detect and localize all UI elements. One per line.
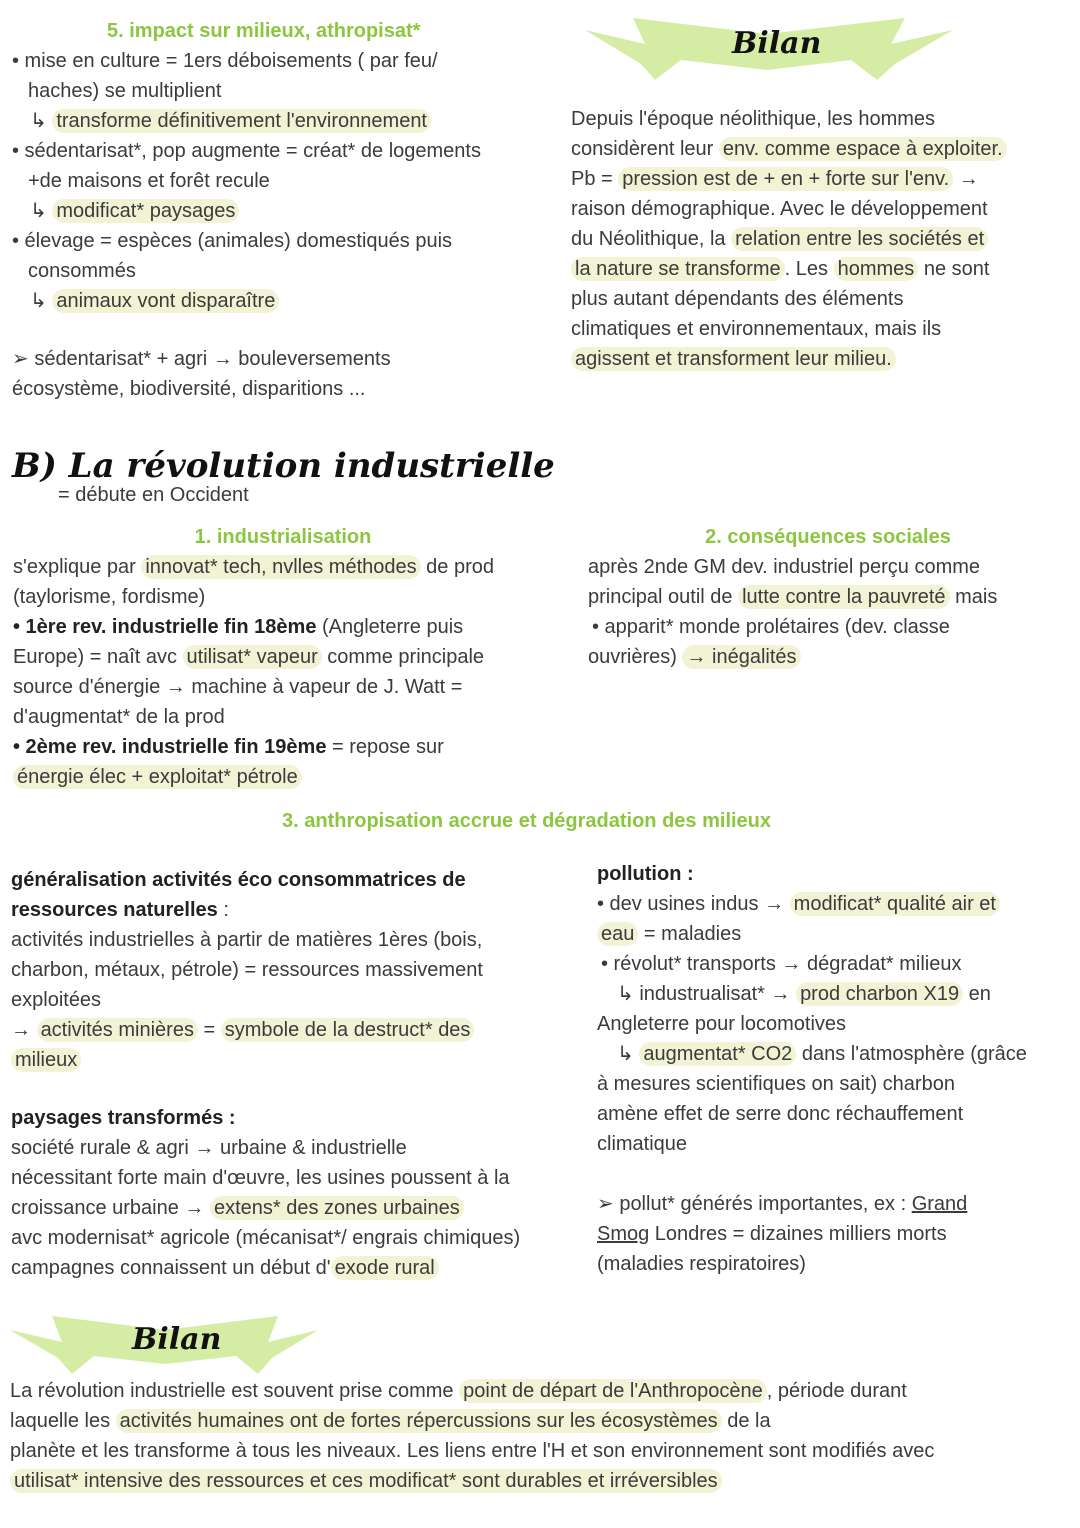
highlight: innovat* tech, nvlles méthodes: [141, 555, 420, 579]
text-line: Europe) = naît avc utilisat* vapeur comme principale: [13, 646, 485, 668]
highlight: modificat* qualité air et: [790, 892, 1000, 916]
text-line: ↳ industrualisat* → prod charbon X19 en: [617, 983, 991, 1005]
highlight: milieux: [11, 1048, 81, 1072]
text-line: climatiques et environnementaux, mais ils: [571, 318, 942, 340]
subheading: ressources naturelles :: [11, 899, 229, 921]
highlight: utilisat* intensive des ressources et ces modificat* sont durables et irréversibles: [10, 1469, 722, 1493]
highlight: env. comme espace à exploiter.: [719, 137, 1007, 161]
text-line: (maladies respiratoires): [597, 1253, 806, 1275]
highlight: → inégalités: [682, 645, 800, 669]
text-line: la nature se transforme . Les hommes ne sont: [571, 254, 1066, 284]
highlight: lutte contre la pauvreté: [738, 585, 949, 609]
text-line: La révolution industrielle est souvent prise comme point de départ de l'Anthropocène , période durant: [10, 1380, 907, 1402]
highlight: la nature se transforme: [571, 257, 785, 281]
highlight: hommes: [834, 257, 919, 281]
text-line: ↳ augmentat* CO2 dans l'atmosphère (grâce: [617, 1043, 1027, 1065]
text-line: Smog Londres = dizaines milliers morts: [597, 1223, 947, 1245]
highlight: exode rural: [331, 1256, 439, 1280]
text-line: d'augmentat* de la prod: [13, 706, 225, 728]
section-5-title: 5. impact sur milieux, athropisat*: [107, 20, 421, 42]
text-line: amène effet de serre donc réchauffement: [597, 1103, 964, 1125]
text-line: ➢ pollut* générés importantes, ex : Grand: [597, 1193, 968, 1215]
bilan-1-text: [571, 104, 1066, 374]
section-1: [13, 522, 573, 792]
text-line: ↳ animaux vont disparaître: [12, 286, 572, 316]
text-line: plus autant dépendants des éléments: [571, 288, 904, 310]
section-b-title: B) La révolution industrielle: [12, 446, 555, 486]
text-line: • 2ème rev. industrielle fin 19ème = repose sur: [13, 736, 444, 758]
bilan-label-top: Bilan: [732, 26, 822, 61]
text-line: considèrent leur env. comme espace à exploiter.: [571, 134, 1066, 164]
text-line: [10, 1466, 1072, 1496]
text-line: écosystème, biodiversité, disparitions ...: [12, 378, 366, 400]
highlight: symbole de la destruct* des: [221, 1018, 475, 1042]
subheading: généralisation activités éco consommatrices de: [11, 869, 466, 891]
text-line: exploitées: [11, 989, 102, 1011]
text-line: (taylorisme, fordisme): [13, 586, 206, 608]
highlight: animaux vont disparaître: [52, 289, 279, 313]
highlight: point de départ de l'Anthropocène: [459, 1379, 767, 1403]
text-line: nécessitant forte main d'œuvre, les usines poussent à la: [11, 1167, 510, 1189]
section-2-title: 2. conséquences sociales: [705, 526, 951, 548]
highlight: eau: [597, 922, 638, 946]
subheading: pollution :: [597, 863, 694, 885]
text-line: à mesures scientifiques on sait) charbon: [597, 1073, 955, 1095]
text-line: → activités minières = symbole de la destruct* des: [11, 1015, 591, 1045]
text-line: charbon, métaux, pétrole) = ressources massivement: [11, 959, 483, 981]
text-line: société rurale & agri → urbaine & industrielle: [11, 1137, 407, 1159]
text-line: • dev usines indus → modificat* qualité air et: [597, 889, 1072, 919]
section-1-title: 1. industrialisation: [194, 526, 372, 548]
text-line: raison démographique. Avec le développement: [571, 198, 988, 220]
text-line: du Néolithique, la relation entre les sociétés et: [571, 224, 1066, 254]
text-line: principal outil de lutte contre la pauvreté mais: [588, 586, 998, 608]
section-3-right: [597, 859, 1072, 1279]
highlight: extens* des zones urbaines: [210, 1196, 464, 1220]
highlight: modificat* paysages: [52, 199, 239, 223]
text-line: [571, 344, 1066, 374]
text-line: • élevage = espèces (animales) domestiqués puis: [12, 230, 453, 252]
text-line: • 1ère rev. industrielle fin 18ème (Angleterre puis: [13, 616, 464, 638]
highlight: énergie élec + exploitat* pétrole: [13, 765, 302, 789]
text-line: [11, 1045, 591, 1075]
section-b-subtitle: = débute en Occident: [58, 484, 249, 506]
text-line: • mise en culture = 1ers déboisements ( par feu/: [12, 50, 438, 72]
highlight: augmentat* CO2: [639, 1042, 796, 1066]
text-line: avc modernisat* agricole (mécanisat*/ engrais chimiques): [11, 1227, 521, 1249]
text-line: Depuis l'époque néolithique, les hommes: [571, 108, 936, 130]
text-line: laquelle les activités humaines ont de fortes répercussions sur les écosystèmes de la: [10, 1410, 771, 1432]
bilan-label-bottom: Bilan: [132, 1322, 222, 1357]
text-line: ouvrières) → inégalités: [588, 642, 1068, 672]
bilan-2-text: [10, 1376, 1072, 1496]
text-line: haches) se multiplient: [28, 80, 222, 102]
text-line: après 2nde GM dev. industriel perçu comme: [588, 556, 981, 578]
highlight: agissent et transforment leur milieu.: [571, 347, 896, 371]
section-2: [588, 522, 1068, 672]
highlight: activités minières: [37, 1018, 198, 1042]
highlight: activités humaines ont de fortes répercussions sur les écosystèmes: [116, 1409, 722, 1433]
section-3-title: 3. anthropisation accrue et dégradation des milieux: [282, 810, 772, 832]
highlight: prod charbon X19: [796, 982, 963, 1006]
text-line: activités industrielles à partir de matières 1ères (bois,: [11, 929, 483, 951]
highlight: transforme définitivement l'environnement: [52, 109, 431, 133]
text-line: croissance urbaine → extens* des zones urbaines: [11, 1193, 591, 1223]
text-line: eau = maladies: [597, 919, 1072, 949]
text-line: Angleterre pour locomotives: [597, 1013, 847, 1035]
text-line: consommés: [28, 260, 136, 282]
text-line: source d'énergie → machine à vapeur de J. Watt =: [13, 676, 463, 698]
text-line: Pb = pression est de + en + forte sur l'env. →: [571, 168, 979, 190]
text-line: s'explique par innovat* tech, nvlles méthodes de prod: [13, 556, 495, 578]
highlight: pression est de + en + forte sur l'env.: [618, 167, 953, 191]
text-line: [13, 762, 573, 792]
text-line: climatique: [597, 1133, 688, 1155]
text-line: planète et les transforme à tous les niveaux. Les liens entre l'H et son environnement sont modifiés avec: [10, 1440, 935, 1462]
text-line: ↳ transforme définitivement l'environnement: [12, 106, 572, 136]
section-5: [12, 16, 572, 404]
text-line: ↳ modificat* paysages: [12, 196, 572, 226]
text-line: • révolut* transports → dégradat* milieux: [601, 953, 962, 975]
text-line: • apparit* monde prolétaires (dev. classe: [592, 616, 950, 638]
section-3-left: [11, 865, 591, 1283]
text-line: +de maisons et forêt recule: [28, 170, 270, 192]
text-line: ➢ sédentarisat* + agri → bouleversements: [12, 348, 391, 370]
text-line: campagnes connaissent un début d' exode rural: [11, 1253, 591, 1283]
subheading: paysages transformés :: [11, 1107, 236, 1129]
highlight: relation entre les sociétés et: [731, 227, 988, 251]
text-line: • sédentarisat*, pop augmente = créat* de logements: [12, 140, 481, 162]
highlight: utilisat* vapeur: [183, 645, 322, 669]
